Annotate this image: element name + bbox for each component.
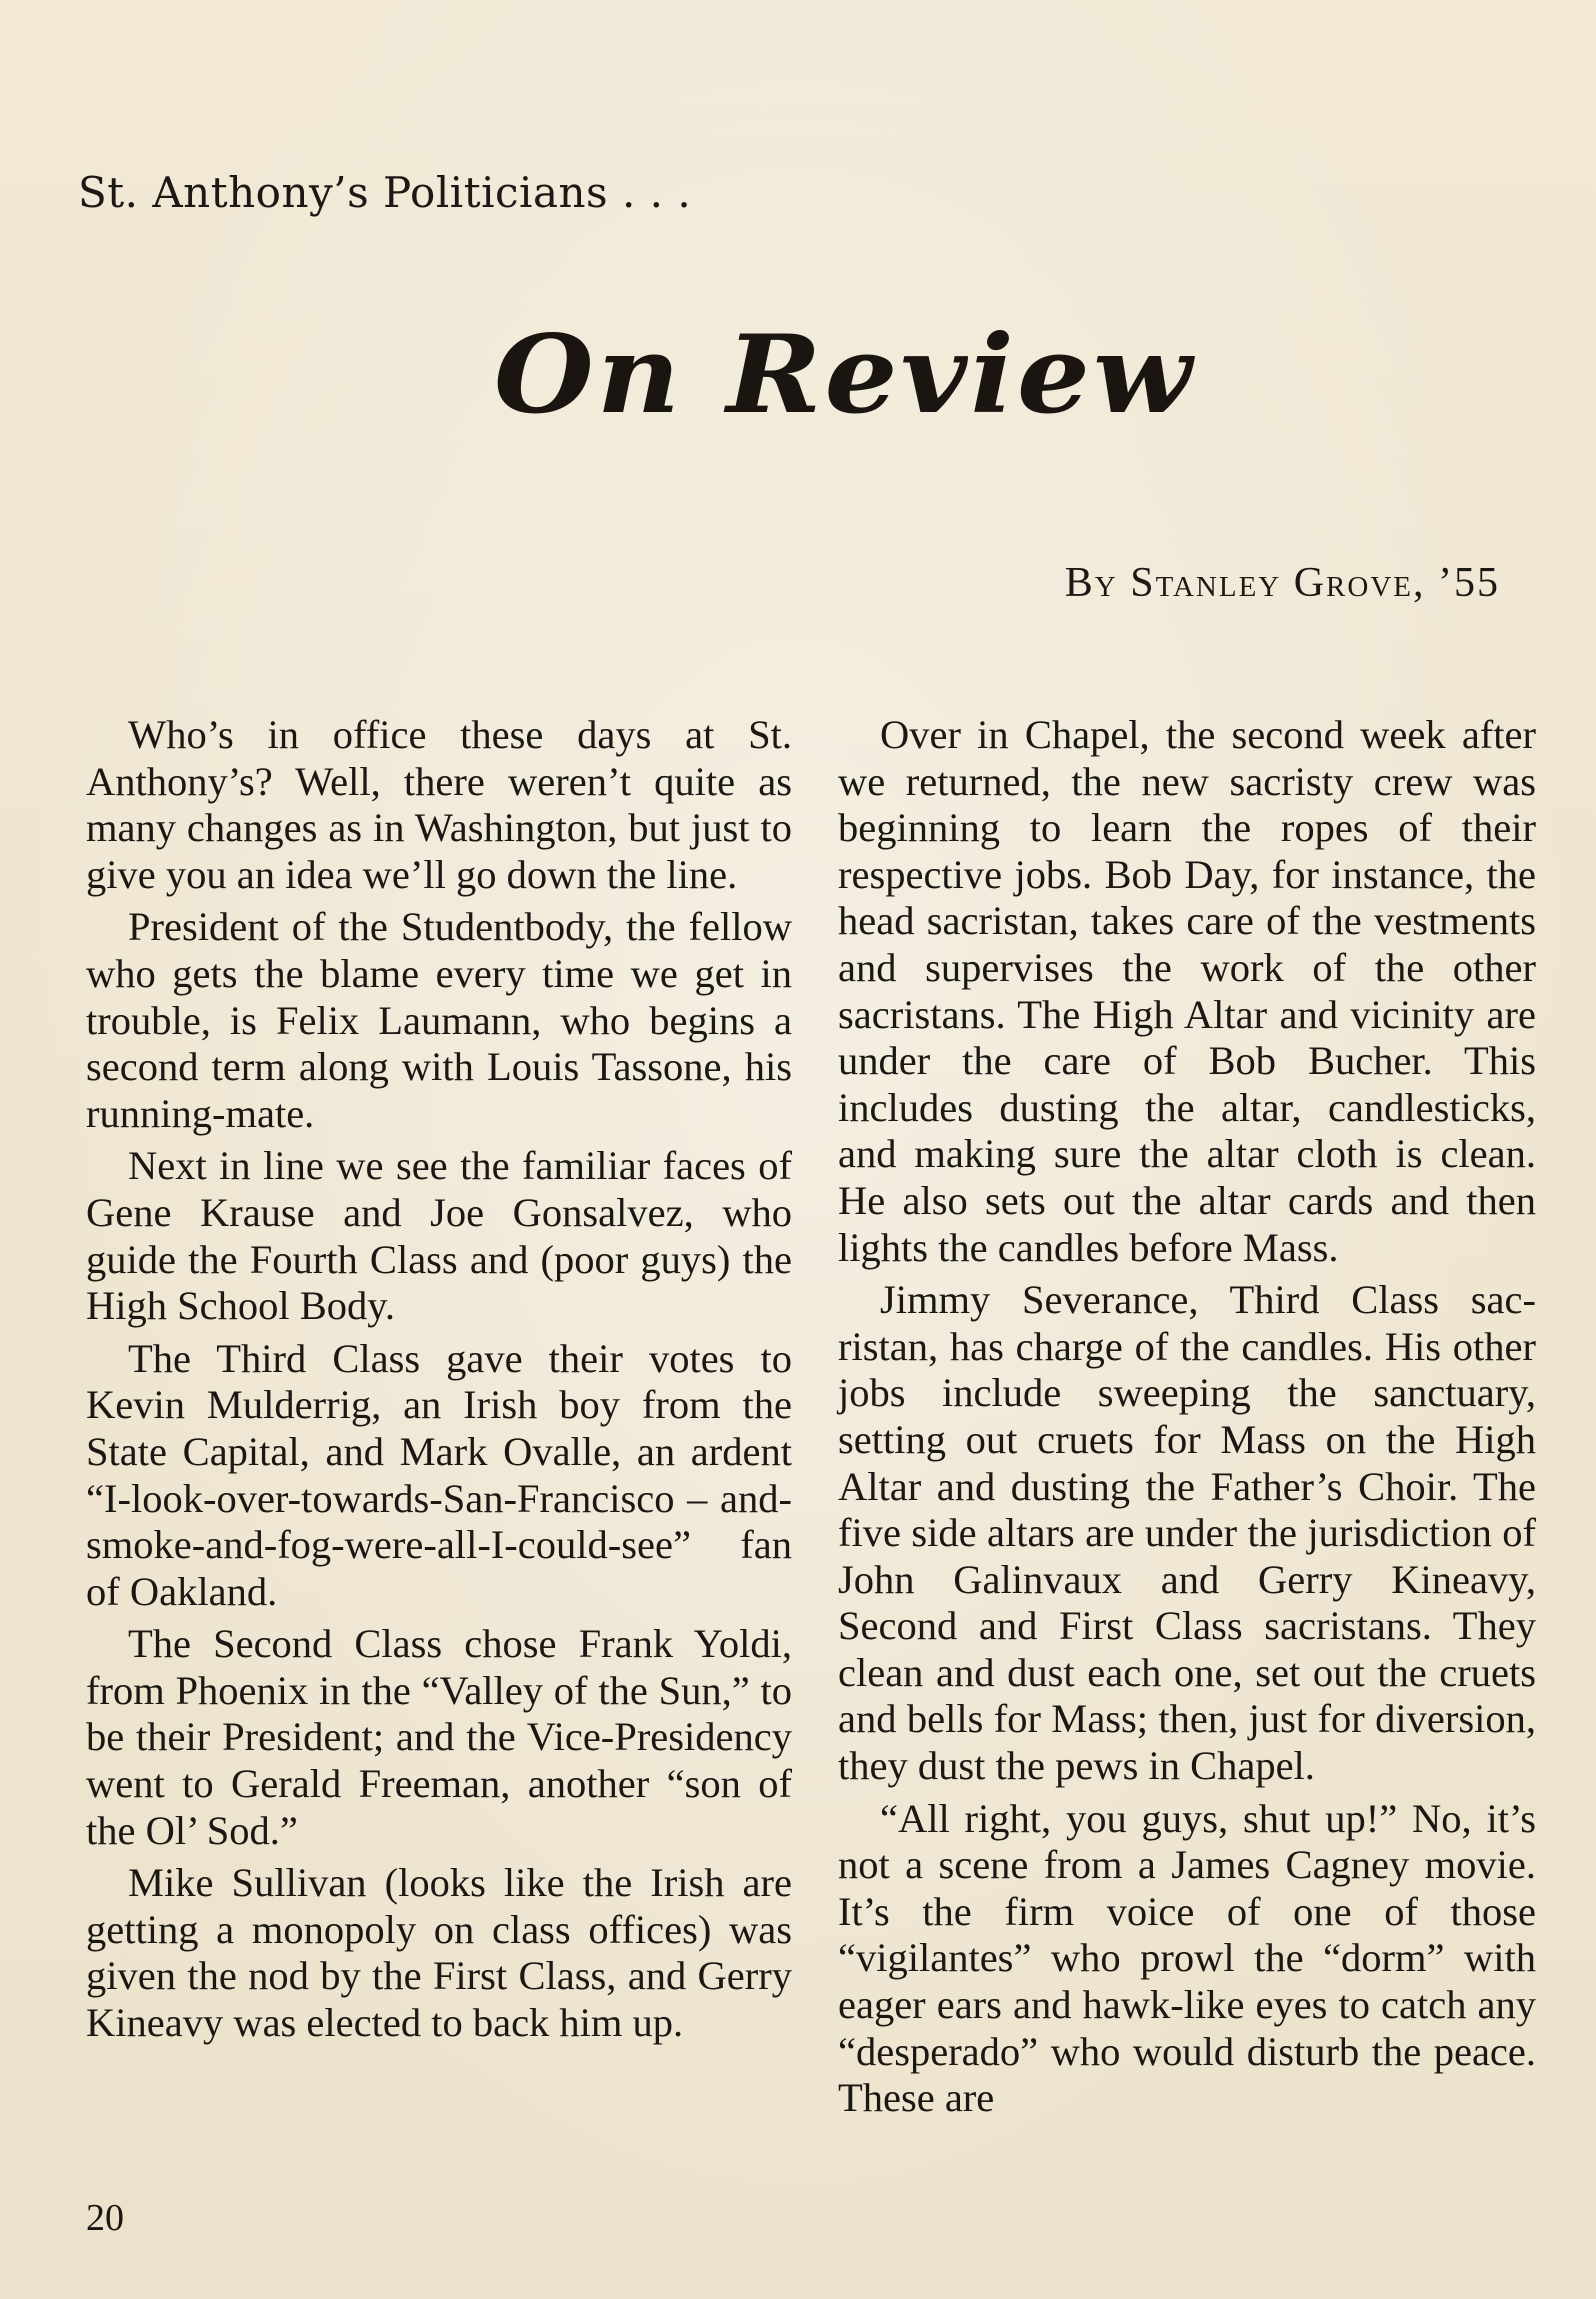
paragraph: Mike Sullivan (looks like the Irish are getting a monopoly on class offices) was given the nod by the First Class, and Gerry Kineavy was elected to back him up.: [86, 1860, 792, 2046]
left-column: [86, 712, 792, 2053]
section-kicker: St. Anthony’s Politicians . . .: [78, 168, 692, 217]
paragraph: President of the Studentbody, the fellow who gets the blame every time we get in trouble, is Felix Laumann, who begins a second term along with Louis Tassone, his running-mate.: [86, 904, 792, 1136]
paragraph: The Third Class gave their votes to Kevin Mulderrig, an Irish boy from the State Capital, and Mark Ovalle, an ardent “I-look-over-towards-San-Francisco – and-smoke-and-fog-were-all-I-could-see” fan of Oakland.: [86, 1335, 792, 1614]
article-title: On Review: [494, 312, 1195, 438]
paragraph: “All right, you guys, shut up!” No, it’s not a scene from a James Cagney movie. It’s the firm voice of one of those “vigilantes” who prowl the “dorm” with eager ears and hawk-like eyes to catch any “desperado” who would disturb the peace. These are: [838, 1795, 1536, 2121]
paragraph: Over in Chapel, the second week after we returned, the new sacristy crew was beginning to learn the ropes of their respective jobs. Bob Day, for instance, the head sacristan, takes care of the vestments and supervises the work of the other sacristans. The High Altar and vicinity are under the care of Bob Bucher. This includes dusting the altar, candlesticks, and making sure the altar cloth is clean. He also sets out the altar cards and then lights the candles before Mass.: [838, 712, 1536, 1270]
byline-text: By Stanley Grove, ’55: [1064, 560, 1500, 606]
page-number: 20: [86, 2197, 124, 2239]
right-column: [838, 712, 1536, 2128]
byline: [1065, 559, 1500, 607]
paragraph: Who’s in office these days at St. Anthony’s? Well, there weren’t quite as many changes as in Washington, but just to give you an idea we’ll go down the line.: [86, 712, 792, 897]
paragraph: Next in line we see the familiar faces of Gene Krause and Joe Gonsalvez, who guide the Fourth Class and (poor guys) the High School Body.: [86, 1143, 792, 1329]
paragraph: Jimmy Severance, Third Class sacristan, has charge of the candles. His other jobs include sweeping the sanctuary, setting out cruets for Mass on the High Altar and dusting the Father’s Choir. The five side altars are under the jurisdiction of John Galinvaux and Gerry Kineavy, Second and First Class sacristans. They clean and dust each one, set out the cruets and bells for Mass; then, just for diversion, they dust the pews in Chapel.: [838, 1277, 1536, 1789]
paragraph: The Second Class chose Frank Yoldi, from Phoenix in the “Valley of the Sun,” to be their President; and the Vice-Presidency went to Gerald Freeman, another “son of the Ol’ Sod.”: [86, 1621, 792, 1853]
